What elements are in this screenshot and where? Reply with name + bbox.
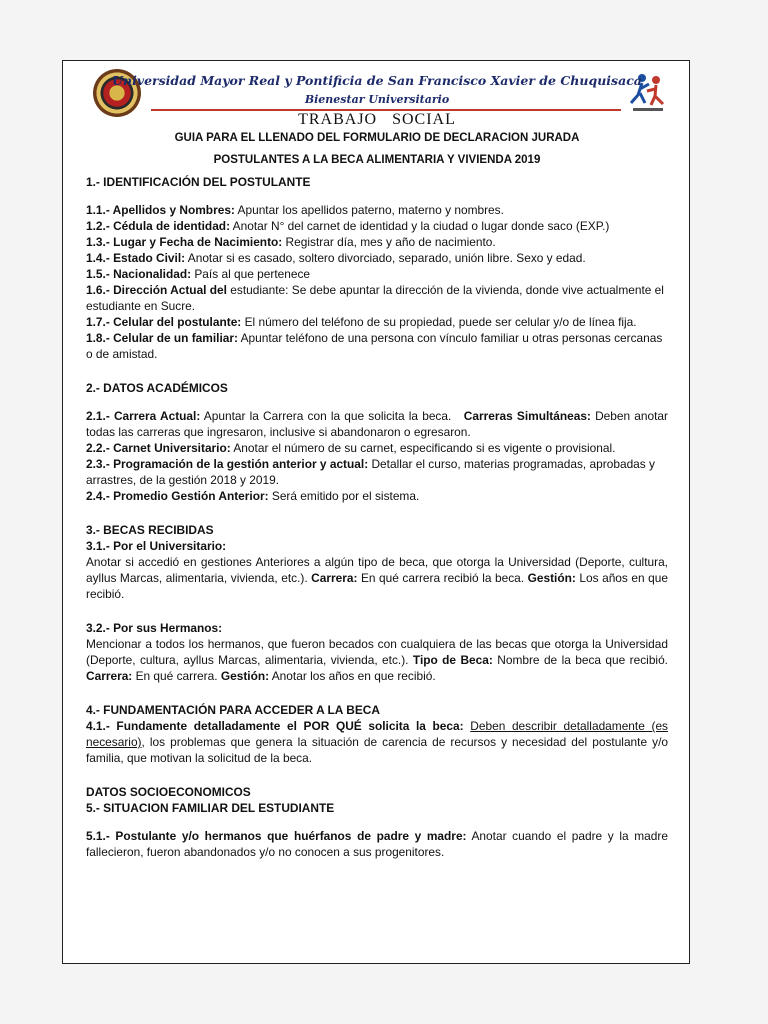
heading-academicos: 2.- DATOS ACADÉMICOS: [86, 381, 228, 395]
heading-identificacion: 1.- IDENTIFICACIÓN DEL POSTULANTE: [86, 175, 311, 189]
item-1-6: 1.6.- Dirección Actual del estudiante: Se debe apuntar la dirección de la vivienda, donde vive actualmente el estudiante en Sucre.: [86, 283, 664, 313]
item-1-7: 1.7.- Celular del postulante: El número del teléfono de su propiedad, puede ser celular y/o de línea fija.: [86, 315, 637, 329]
heading-socioeconomicos: DATOS SOCIOECONOMICOS: [86, 785, 251, 799]
item-2-1: 2.1.- Carrera Actual: Apuntar la Carrera con la que solicita la beca. Carreras Simultáneas: Deben anotar todas las carreras que ingresaron, inclusive si abandonaron o egresaron.: [86, 409, 668, 439]
item-2-3: 2.3.- Programación de la gestión anterior y actual: Detallar el curso, materias programadas, aprobadas y arrastres, de la gestión 2018 y 2019.: [86, 457, 655, 487]
item-1-4: 1.4.- Estado Civil: Anotar si es casado, soltero divorciado, separado, unión libre. Sexo y edad.: [86, 251, 586, 265]
item-1-1: 1.1.- Apellidos y Nombres: Apuntar los apellidos paterno, materno y nombres.: [86, 203, 504, 217]
paragraph-3-2: Mencionar a todos los hermanos, que fueron becados con cualquiera de las becas que otorga la Universidad (Deporte, cultura, ayllus Marcas, alimentaria, vivienda, etc.). Tipo de Beca: Nombre de la beca que recibió. Carrera: En qué carrera. Gestión: Anotar los años en que recibió.: [86, 637, 668, 683]
university-name: Universidad Mayor Real y Pontificia de San Francisco Xavier de Chuquisaca: [112, 73, 642, 88]
item-1-3: 1.3.- Lugar y Fecha de Nacimiento: Registrar día, mes y año de nacimiento.: [86, 235, 496, 249]
subheading-hermanos: 3.2.- Por sus Hermanos:: [86, 621, 223, 635]
item-1-5: 1.5.- Nacionalidad: País al que pertenece: [86, 267, 311, 281]
heading-becas: 3.- BECAS RECIBIDAS: [86, 523, 214, 537]
document-page: [62, 60, 690, 964]
item-4-1: 4.1.- Fundamente detalladamente el POR QUÉ solicita la beca: Deben describir detalladamente (es necesario), los problemas que genera la situación de carencia de recursos y necesidad del postulante y/o familia, que motivan la solicitud de la beca.: [86, 719, 668, 765]
section-title: TRABAJO SOCIAL: [298, 111, 456, 128]
guide-title: GUIA PARA EL LLENADO DEL FORMULARIO DE DECLARACION JURADA: [174, 132, 580, 144]
item-2-2: 2.2.- Carnet Universitario: Anotar el número de su carnet, especificando si es vigente o provisional.: [86, 441, 616, 455]
paragraph-3-1: Anotar si accedió en gestiones Anteriores a algún tipo de beca, que otorga la Universidad (Deporte, cultura, ayllus Marcas, alimentaria, vivienda, etc.). Carrera: En qué carrera recibió la beca. Gestión: Los años en que recibió.: [86, 555, 668, 601]
heading-fundamentacion: 4.- FUNDAMENTACIÓN PARA ACCEDER A LA BECA: [86, 703, 380, 717]
subheading-universitario: 3.1.- Por el Universitario:: [86, 539, 227, 553]
item-2-4: 2.4.- Promedio Gestión Anterior: Será emitido por el sistema.: [86, 489, 420, 503]
subtitle: POSTULANTES A LA BECA ALIMENTARIA Y VIVIENDA 2019: [213, 154, 541, 166]
heading-situacion-familiar: 5.- SITUACION FAMILIAR DEL ESTUDIANTE: [86, 801, 335, 815]
item-1-2: 1.2.- Cédula de identidad: Anotar N° del carnet de identidad y la ciudad o lugar donde saco (EXP.): [86, 219, 610, 233]
item-5-1: 5.1.- Postulante y/o hermanos que huérfanos de padre y madre: Anotar cuando el padre y la madre fallecieron, fueron abandonados y/o no conocen a sus progenitores.: [86, 829, 668, 859]
item-1-8: 1.8.- Celular de un familiar: Apuntar teléfono de una persona con vínculo familiar u otras personas cercanas o de amistad.: [86, 331, 663, 361]
guide-content: [86, 174, 668, 860]
department-name: Bienestar Universitario: [304, 93, 450, 106]
